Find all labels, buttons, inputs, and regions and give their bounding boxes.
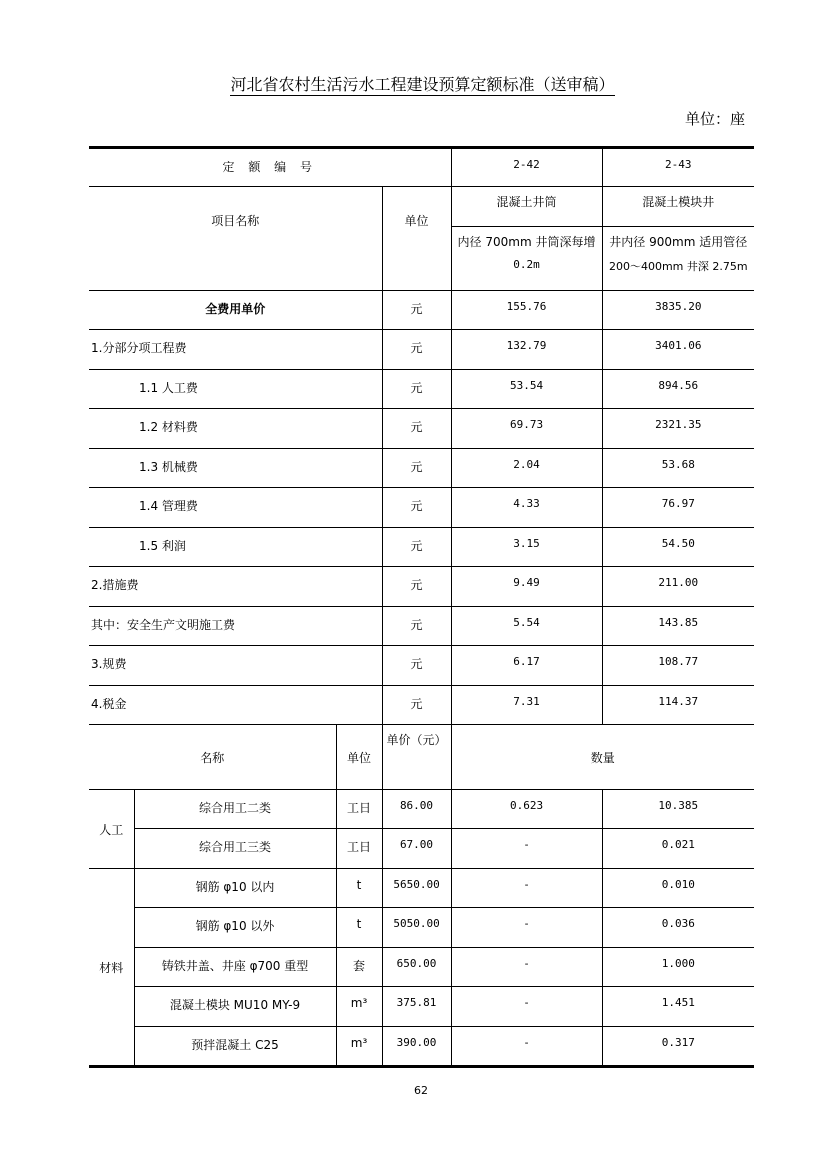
cost-unit: 元 — [382, 607, 451, 646]
resource-price: 650.00 — [382, 948, 451, 987]
cost-value-1: 69.73 — [451, 409, 602, 449]
resource-unit: t — [336, 908, 382, 948]
resource-price-header: 单价（元） — [382, 725, 451, 790]
resource-name: 钢筋 φ10 以外 — [134, 908, 336, 948]
cost-row — [89, 449, 754, 488]
quota-code-2-43: 2-43 — [602, 148, 754, 187]
cost-row — [89, 370, 754, 409]
resource-qty-2: 0.010 — [602, 869, 754, 908]
cost-unit: 元 — [382, 449, 451, 488]
resource-unit-header: 单位 — [336, 725, 382, 790]
cost-unit: 元 — [382, 330, 451, 370]
resource-unit: m³ — [336, 1027, 382, 1067]
cost-row — [89, 567, 754, 607]
unit-note: 单位：座 — [684, 110, 745, 128]
resource-unit: 工日 — [336, 829, 382, 869]
resource-name: 铸铁井盖、井座 φ700 重型 — [134, 948, 336, 987]
cost-value-2: 76.97 — [602, 488, 754, 528]
cost-value-1: 155.76 — [451, 291, 602, 330]
resource-row — [89, 869, 754, 908]
resource-qty-2: 10.385 — [602, 790, 754, 829]
cost-value-1: 7.31 — [451, 686, 602, 725]
resource-qty-2: 0.021 — [602, 829, 754, 869]
item-name-row — [89, 187, 754, 227]
cost-value-1: 6.17 — [451, 646, 602, 686]
resource-qty-2: 0.036 — [602, 908, 754, 948]
resource-name: 混凝土模块 MU10 MY-9 — [134, 987, 336, 1027]
cost-row — [89, 488, 754, 528]
resource-price: 5650.00 — [382, 869, 451, 908]
cost-value-1: 3.15 — [451, 528, 602, 567]
cost-name: 3.规费 — [89, 646, 382, 686]
cost-value-2: 143.85 — [602, 607, 754, 646]
quota-code-label: 定 额 编 号 — [89, 148, 451, 187]
cost-name: 全费用单价 — [89, 291, 382, 330]
cost-unit: 元 — [382, 528, 451, 567]
resource-row — [89, 790, 754, 829]
resource-qty-1: - — [451, 908, 602, 948]
cost-unit: 元 — [382, 291, 451, 330]
document-title-text: 河北省农村生活污水工程建设预算定额标准（送审稿） — [230, 75, 615, 94]
cost-row — [89, 409, 754, 449]
cost-unit: 元 — [382, 409, 451, 449]
cost-row — [89, 528, 754, 567]
resource-qty-2: 1.000 — [602, 948, 754, 987]
cost-unit: 元 — [382, 488, 451, 528]
cost-value-2: 108.77 — [602, 646, 754, 686]
cost-name: 1.3 机械费 — [89, 449, 382, 488]
col1-name: 混凝土井筒 — [451, 187, 602, 227]
resource-qty-2: 0.317 — [602, 1027, 754, 1067]
resource-qty-1: - — [451, 869, 602, 908]
cost-value-1: 132.79 — [451, 330, 602, 370]
cost-value-2: 114.37 — [602, 686, 754, 725]
cost-name: 4.税金 — [89, 686, 382, 725]
unit-header: 单位 — [382, 187, 451, 291]
col1-spec: 内径 700mm 井筒深每增 0.2m — [451, 227, 602, 291]
resource-name: 钢筋 φ10 以内 — [134, 869, 336, 908]
resource-price: 390.00 — [382, 1027, 451, 1067]
cost-name: 2.措施费 — [89, 567, 382, 607]
resource-price: 86.00 — [382, 790, 451, 829]
cost-name: 其中：安全生产文明施工费 — [89, 607, 382, 646]
cost-row — [89, 686, 754, 725]
resource-unit: 工日 — [336, 790, 382, 829]
cost-value-1: 53.54 — [451, 370, 602, 409]
resource-unit: t — [336, 869, 382, 908]
cost-unit: 元 — [382, 370, 451, 409]
resource-row — [89, 948, 754, 987]
resource-row — [89, 829, 754, 869]
resource-name-header: 名称 — [89, 725, 336, 790]
quota-code-2-42: 2-42 — [451, 148, 602, 187]
cost-value-2: 2321.35 — [602, 409, 754, 449]
page-number: 62 — [414, 1084, 428, 1097]
resource-group-material: 材料 — [89, 869, 134, 1067]
cost-value-1: 9.49 — [451, 567, 602, 607]
resource-quantity-header: 数量 — [451, 725, 754, 790]
resource-name: 预拌混凝土 C25 — [134, 1027, 336, 1067]
resource-price: 5050.00 — [382, 908, 451, 948]
cost-row — [89, 607, 754, 646]
cost-value-1: 5.54 — [451, 607, 602, 646]
cost-unit: 元 — [382, 567, 451, 607]
cost-value-2: 894.56 — [602, 370, 754, 409]
resource-header-row — [89, 725, 754, 790]
resource-qty-1: - — [451, 1027, 602, 1067]
cost-name: 1.5 利润 — [89, 528, 382, 567]
resource-unit: m³ — [336, 987, 382, 1027]
cost-row-total — [89, 291, 754, 330]
cost-row — [89, 330, 754, 370]
resource-price: 67.00 — [382, 829, 451, 869]
resource-name: 综合用工三类 — [134, 829, 336, 869]
col2-spec: 井内径 900mm 适用管径 200～400mm 井深 2.75m — [602, 227, 754, 291]
cost-value-1: 2.04 — [451, 449, 602, 488]
resource-qty-1: 0.623 — [451, 790, 602, 829]
resource-unit: 套 — [336, 948, 382, 987]
cost-unit: 元 — [382, 686, 451, 725]
quota-code-row — [89, 148, 754, 187]
resource-row — [89, 987, 754, 1027]
cost-name: 1.1 人工费 — [89, 370, 382, 409]
cost-value-2: 54.50 — [602, 528, 754, 567]
cost-unit: 元 — [382, 646, 451, 686]
quota-table — [89, 146, 754, 1068]
cost-value-2: 211.00 — [602, 567, 754, 607]
cost-row — [89, 646, 754, 686]
cost-name: 1.2 材料费 — [89, 409, 382, 449]
item-name-header: 项目名称 — [89, 187, 382, 291]
resource-qty-1: - — [451, 987, 602, 1027]
col2-name: 混凝土模块井 — [602, 187, 754, 227]
cost-value-2: 3835.20 — [602, 291, 754, 330]
resource-qty-1: - — [451, 948, 602, 987]
document-title — [0, 72, 823, 95]
resource-group-labor: 人工 — [89, 790, 134, 869]
resource-name: 综合用工二类 — [134, 790, 336, 829]
resource-row — [89, 908, 754, 948]
cost-value-2: 53.68 — [602, 449, 754, 488]
cost-value-1: 4.33 — [451, 488, 602, 528]
cost-value-2: 3401.06 — [602, 330, 754, 370]
resource-qty-1: - — [451, 829, 602, 869]
resource-price: 375.81 — [382, 987, 451, 1027]
cost-name: 1.4 管理费 — [89, 488, 382, 528]
cost-name: 1.分部分项工程费 — [89, 330, 382, 370]
resource-row — [89, 1027, 754, 1067]
resource-qty-2: 1.451 — [602, 987, 754, 1027]
